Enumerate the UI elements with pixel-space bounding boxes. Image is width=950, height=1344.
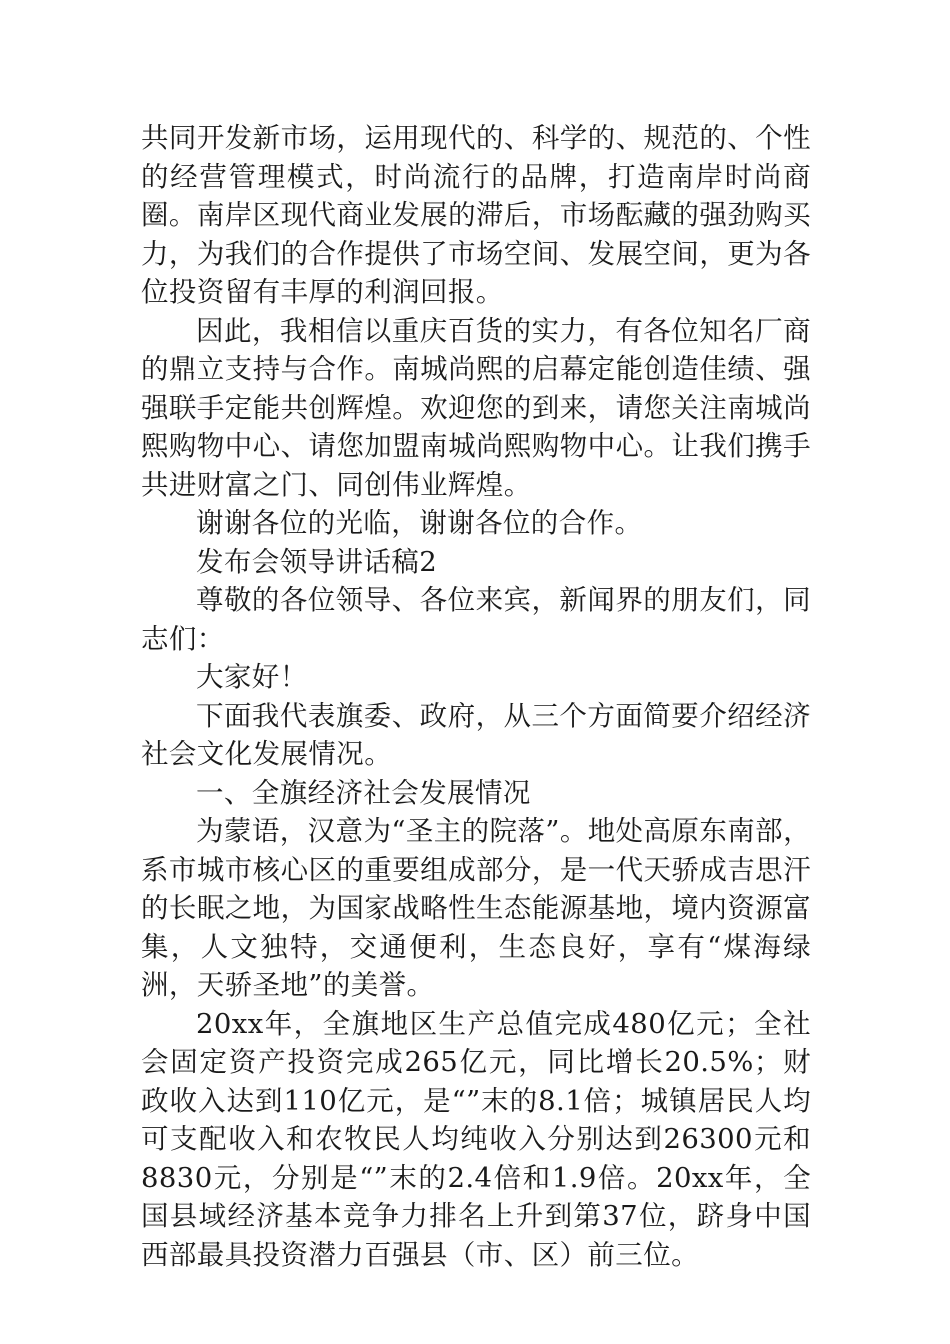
- greeting: 大家好！: [196, 661, 308, 693]
- document-body: [141, 119, 811, 1274]
- paragraph: 因此，我相信以重庆百货的实力，有各位知名厂商的鼎立支持与合作。南城尚熙的启幕定能创造佳绩、强强联手定能共创辉煌。欢迎您的到来，请您关注南城尚熙购物中心、请您加盟南城尚熙购物中心。让我们携手共进财富之门、同创伟业辉煌。: [141, 314, 811, 501]
- paragraph: 共同开发新市场，运用现代的、科学的、规范的、个性的经营管理模式，时尚流行的品牌，打造南岸时尚商圈。南岸区现代商业发展的滞后，市场酝藏的强劲购买力，为我们的合作提供了市场空间、发展空间，更为各位投资留有丰厚的利润回报。: [141, 122, 811, 308]
- section-heading: 一、全旗经济社会发展情况: [196, 776, 531, 809]
- salutation: 尊敬的各位领导、各位来宾，新闻界的朋友们，同志们：: [141, 584, 811, 655]
- paragraph: 谢谢各位的光临，谢谢各位的合作。: [196, 507, 643, 539]
- paragraph: 为蒙语，汉意为“圣主的院落”。地处高原东南部，系市城市核心区的重要组成部分，是一代天骄成吉思汗的长眠之地，为国家战略性生态能源基地，境内资源富集，人文独特，交通便利，生态良好，享有“煤海绿洲，天骄圣地”的美誉。: [141, 815, 811, 1001]
- paragraph: 下面我代表旗委、政府，从三个方面简要介绍经济社会文化发展情况。: [141, 699, 811, 770]
- paragraph: 20xx年，全旗地区生产总值完成480亿元；全社会固定资产投资完成265亿元，同比增长20.5%；财政收入达到110亿元，是“”末的8.1倍；城镇居民人均可支配收入和农牧民人均纯收入分别达到26300元和8830元，分别是“”末的2.4倍和1.9倍。20xx年，全国县域经济基本竞争力排名上升到第37位，跻身中国西部最具投资潜力百强县（市、区）前三位。: [141, 1007, 811, 1271]
- section-title: 发布会领导讲话稿2: [196, 545, 438, 578]
